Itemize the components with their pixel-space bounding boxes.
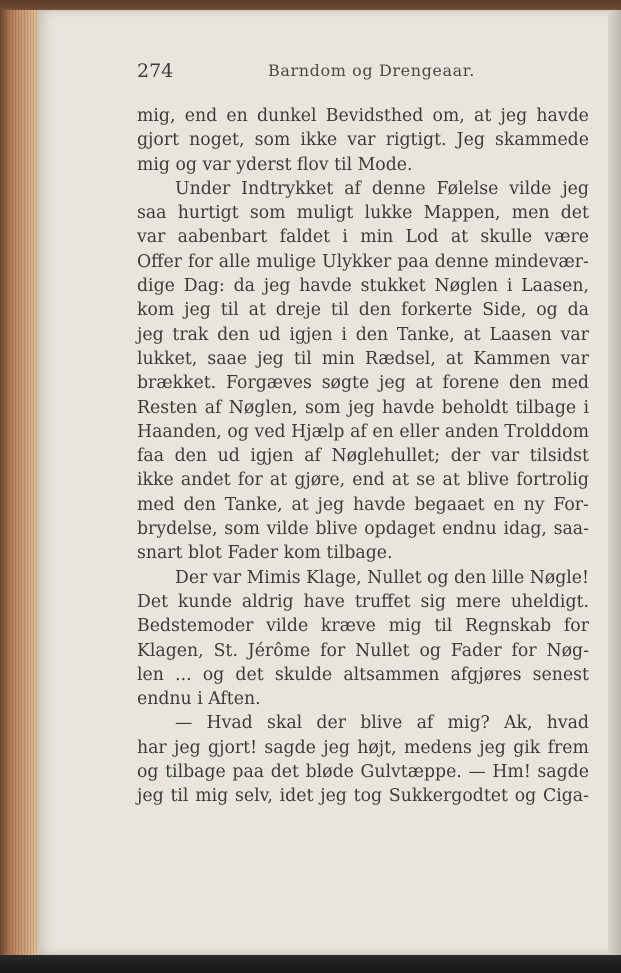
text-line: har jeg gjort! sagde jeg højt, medens jeg gik frem: [137, 737, 589, 758]
text-line: og tilbage paa det bløde Gulvtæppe. — Hm! sagde: [137, 762, 589, 783]
text-line: faa den ud igjen af Nøglehullet; der var tilsidst: [137, 446, 589, 467]
text-line: mig og var yderst flov til Mode.: [137, 154, 413, 175]
text-line: — Hvad skal der blive af mig? Ak, hvad: [175, 713, 589, 734]
text-line: len ... og det skulde altsammen afgjøres senest: [137, 664, 589, 685]
text-line: kom jeg til at dreje til den forkerte Side, og da: [137, 300, 589, 321]
text-line: Bedstemoder vilde kræve mig til Regnskab for: [137, 616, 589, 637]
page-header: [137, 60, 589, 88]
text-line: Det kunde aldrig have truffet sig mere uheldigt.: [137, 591, 589, 612]
text-line: brydelse, som vilde blive opdaget endnu idag, saa-: [137, 519, 589, 540]
text-line: saa hurtigt som muligt lukke Mappen, men det: [137, 203, 589, 224]
text-line: brækket. Forgæves søgte jeg at forene den med: [137, 373, 589, 394]
text-line: Offer for alle mulige Ulykker paa denne mindevær-: [137, 251, 589, 272]
text-line: Haanden, og ved Hjælp af en eller anden Trolddom: [137, 421, 589, 442]
text-line: jeg trak den ud igjen i den Tanke, at Laasen var: [137, 324, 589, 345]
text-line: Under Indtrykket af denne Følelse vilde jeg: [175, 178, 589, 199]
text-line: snart blot Fader kom tilbage.: [137, 543, 393, 564]
text-line: endnu i Aften.: [137, 689, 261, 710]
text-line: var aabenbart faldet i min Lod at skulle være: [137, 227, 589, 248]
book-spine-page-stack: [0, 10, 40, 958]
text-line: Der var Mimis Klage, Nullet og den lille Nøgle!: [175, 567, 589, 588]
text-line: med den Tanke, at jeg havde begaaet en ny For-: [137, 494, 589, 515]
text-line: dige Dag: da jeg havde stukket Nøglen i Laasen,: [137, 276, 589, 297]
text-line: ikke andet for at gjøre, end at se at blive fortrolig: [137, 470, 589, 491]
text-line: Resten af Nøglen, som jeg havde beholdt tilbage i: [137, 397, 589, 418]
page-number: 274: [137, 60, 174, 82]
text-line: jeg til mig selv, idet jeg tog Sukkergodtet og Ciga-: [137, 786, 589, 807]
text-line: mig, end en dunkel Bevidsthed om, at jeg havde: [137, 106, 589, 126]
body-text: [137, 104, 589, 809]
text-line: Klagen, St. Jérôme for Nullet og Fader for Nøg-: [137, 640, 589, 661]
page-right-edge: [608, 10, 621, 955]
book-bottom-edge: [0, 955, 621, 973]
text-line: lukket, saae jeg til min Rædsel, at Kammen var: [137, 348, 589, 369]
running-title: Barndom og Drengeaar.: [268, 61, 475, 80]
text-line: gjort noget, som ikke var rigtigt. Jeg skammede: [137, 130, 589, 151]
